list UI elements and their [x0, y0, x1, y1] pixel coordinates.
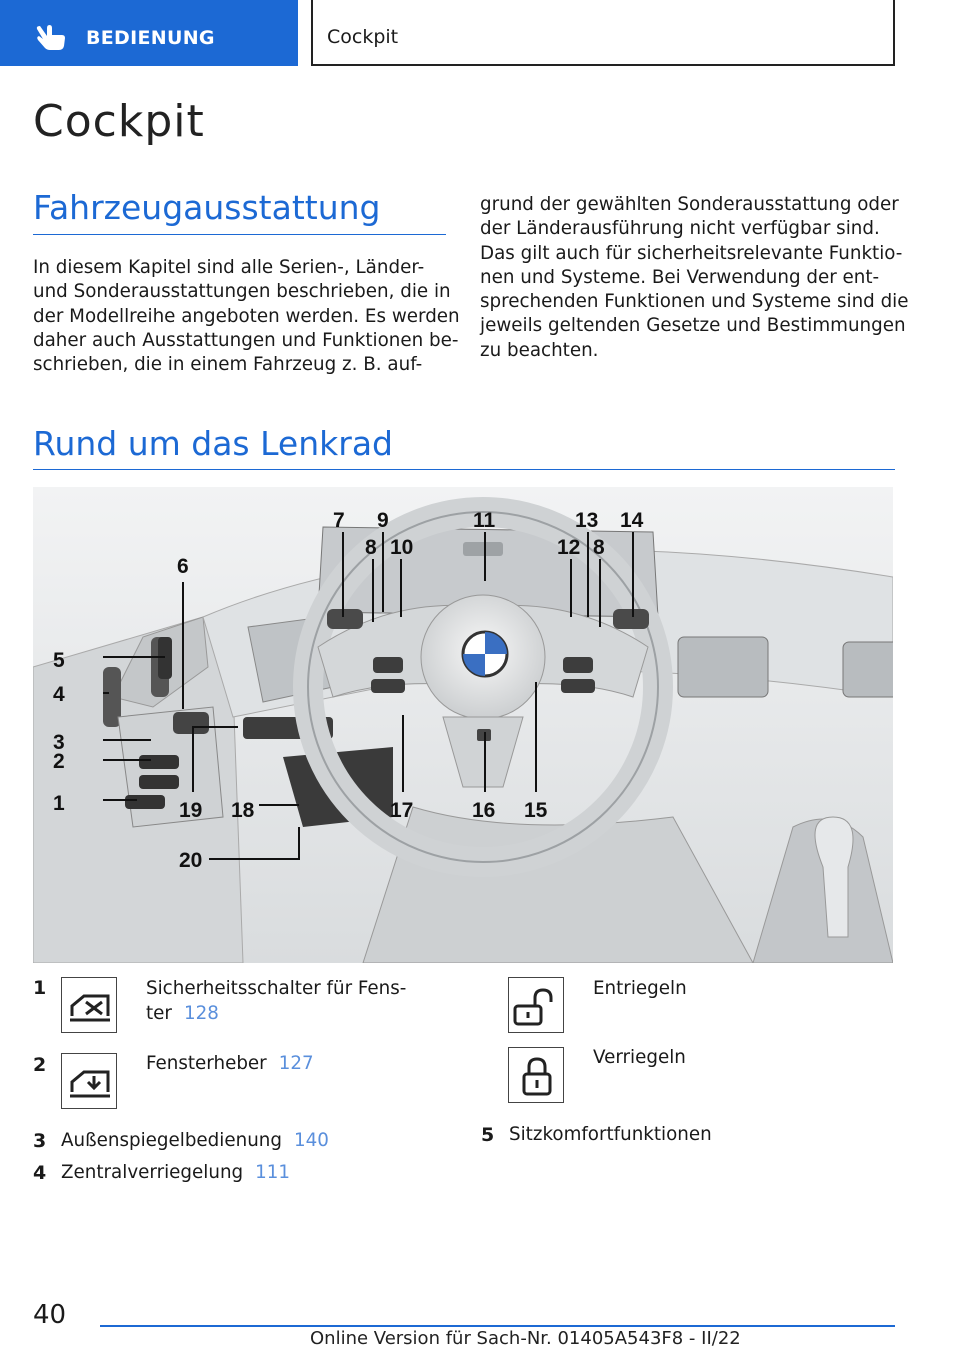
callout-20: 20 [179, 849, 203, 872]
callout-6: 6 [177, 555, 189, 578]
callout-8b: 8 [593, 536, 605, 559]
legend-item-2 [146, 1051, 314, 1076]
text-line: jeweils geltenden Gesetze und Bestimmungen [480, 315, 906, 337]
text-line: der Länderausführung nicht verfügbar sind. [480, 218, 880, 240]
legend-unlock: Entriegeln [593, 978, 687, 999]
legend-text: Fensterheber [146, 1053, 267, 1074]
callout-13: 13 [575, 509, 599, 532]
page-reference-link[interactable]: 111 [255, 1162, 291, 1183]
section-heading-fahrzeugausstattung: Fahrzeugausstattung [33, 188, 381, 227]
section-heading-lenkrad: Rund um das Lenkrad [33, 424, 393, 463]
unlock-icon [508, 977, 564, 1033]
legend-text: Sicherheitsschalter für Fens- [146, 978, 407, 999]
text-line: nen und Systeme. Bei Verwendung der ent- [480, 266, 880, 288]
page-reference-link[interactable]: 127 [278, 1053, 314, 1074]
callout-17: 17 [390, 799, 414, 822]
section-rule [33, 234, 446, 235]
legend-number: 4 [33, 1162, 47, 1184]
page-reference-link[interactable]: 128 [183, 1003, 219, 1024]
callout-11: 11 [473, 509, 496, 532]
cockpit-drawing [33, 487, 893, 963]
legend-number: 3 [33, 1130, 47, 1152]
text-line: schrieben, die in einem Fahrzeug z. B. auf- [33, 354, 423, 376]
text-line: grund der gewählten Sonderausstattung oder [480, 194, 899, 215]
callout-12: 12 [557, 536, 581, 559]
text-line: zu beachten. [480, 339, 599, 361]
page-reference-link[interactable]: 140 [293, 1130, 329, 1151]
window-lock-switch-icon [61, 977, 117, 1033]
text-line: sprechenden Funktionen und Systeme sind die [480, 291, 909, 313]
callout-10: 10 [390, 536, 414, 559]
callout-9: 9 [377, 509, 389, 532]
legend-number: 5 [481, 1124, 495, 1146]
callout-8: 8 [365, 536, 377, 559]
callout-2: 2 [53, 750, 65, 773]
footer-online-version: Online Version für Sach-Nr. 01405A543F8 - II/22 [310, 1328, 741, 1349]
callout-7: 7 [333, 509, 345, 532]
hand-pointer-icon [34, 22, 68, 52]
text-line: daher auch Ausstattungen und Funktionen be- [33, 329, 459, 351]
intro-column-1 [33, 256, 460, 377]
footer-rule [100, 1325, 895, 1327]
callout-1: 1 [53, 792, 65, 815]
intro-column-2 [480, 193, 909, 363]
text-line: In diesem Kapitel sind alle Serien-, Länder- [33, 257, 425, 278]
page-title: Cockpit [33, 96, 205, 147]
legend-item-3 [61, 1128, 329, 1153]
legend-item-1 [146, 976, 406, 1026]
section-label: BEDIENUNG [86, 27, 215, 49]
legend-text: ter [146, 1003, 172, 1024]
callout-15: 15 [524, 799, 548, 822]
callout-4: 4 [53, 683, 65, 706]
legend-item-5: Sitzkomfortfunktionen [509, 1124, 712, 1145]
page-number: 40 [33, 1300, 67, 1330]
legend-text: Außenspiegelbedienung [61, 1130, 282, 1151]
legend-lock: Verriegeln [593, 1047, 686, 1068]
window-lift-icon [61, 1053, 117, 1109]
callout-14: 14 [620, 509, 644, 532]
legend-item-4 [61, 1160, 290, 1185]
lock-icon [508, 1047, 564, 1103]
callout-16: 16 [472, 799, 496, 822]
callout-5: 5 [53, 649, 65, 672]
section-rule [33, 469, 895, 470]
section-tab[interactable] [0, 0, 298, 66]
cockpit-illustration [33, 487, 893, 963]
text-line: Das gilt auch für sicherheitsrelevante Funktio- [480, 242, 903, 264]
callout-18: 18 [231, 799, 255, 822]
callout-3: 3 [53, 731, 65, 754]
chapter-tab[interactable] [311, 0, 895, 66]
legend-number: 1 [33, 977, 47, 999]
chapter-label: Cockpit [327, 26, 399, 48]
text-line: der Modellreihe angeboten werden. Es werden [33, 305, 460, 327]
text-line: und Sonderausstattungen beschrieben, die in [33, 281, 451, 303]
callout-19: 19 [179, 799, 203, 822]
legend-number: 2 [33, 1054, 47, 1076]
legend-text: Zentralverriegelung [61, 1162, 244, 1183]
